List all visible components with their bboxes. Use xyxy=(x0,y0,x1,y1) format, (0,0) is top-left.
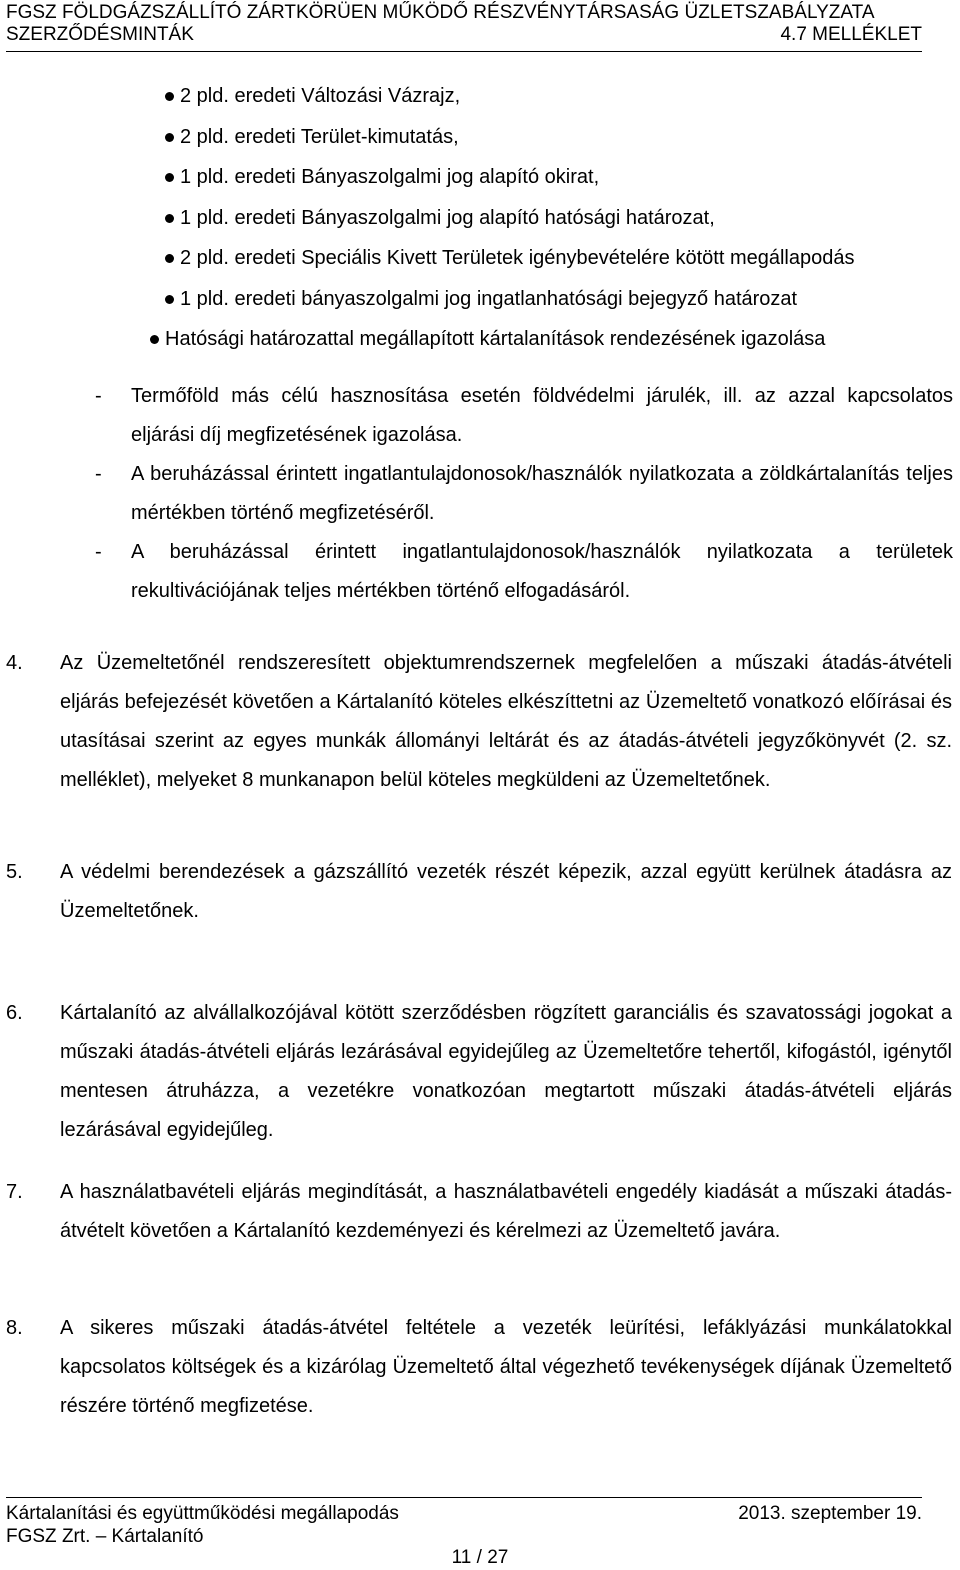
clause-text: A sikeres műszaki átadás-átvétel feltétele a vezeték leürítési, lefáklyázási munkálatokkal kapcsolatos költségek és a kizárólag Üzemeltető által végezhető tevékenységek díjának Üzemeltető részére történő megfizetése. xyxy=(60,1317,952,1417)
header-subtitle-row xyxy=(6,24,922,46)
dash-item: - Termőföld más célú hasznosítása esetén földvédelmi járulék, ill. az azzal kapcsolatos eljárási díj megfizetésének igazolása. xyxy=(95,385,953,446)
header-annex-label: 4.7 MELLÉKLET xyxy=(780,24,922,45)
dash-item: - A beruházással érintett ingatlantulajdonosok/használók nyilatkozata a zöldkártalanítás teljes mértékben történő megfizetéséről. xyxy=(95,463,953,524)
list-item: 1 pld. eredeti bányaszolgalmi jog ingatlanhatósági bejegyző határozat xyxy=(165,281,945,322)
clause-text: Az Üzemeltetőnél rendszeresített objektumrendszernek megfelelően a műszaki átadás-átvételi eljárás befejezését követően a Kártalanító köteles elkészíttetni az Üzemeltető vonatkozó előírásai és utasításai szerint az egyes munkák állományi leltárát és az átadás-átvételi jegyzőkönyvét (2. sz. melléklet), melyeket 8 munkanapon belül köteles megküldeni az Üzemeltetőnek. xyxy=(60,652,952,791)
footer-date: 2013. szeptember 19. xyxy=(738,1503,922,1524)
clause-8 xyxy=(6,1309,952,1426)
clause-4 xyxy=(6,644,952,800)
clause-number: 8. xyxy=(6,1317,23,1339)
header-rule xyxy=(6,51,922,52)
list-item: Hatósági határozattal megállapított kártalanítások rendezésének igazolása xyxy=(150,321,930,362)
clause-number: 6. xyxy=(6,1002,23,1024)
clause-number: 4. xyxy=(6,652,23,674)
list-item: 1 pld. eredeti Bányaszolgalmi jog alapító okirat, xyxy=(165,159,945,200)
numbered-clauses xyxy=(6,644,952,1417)
list-item: 2 pld. eredeti Terület-kimutatás, xyxy=(165,119,945,160)
list-item: 1 pld. eredeti Bányaszolgalmi jog alapító hatósági határozat, xyxy=(165,200,945,241)
bullet-icon xyxy=(165,295,174,304)
dash-item: - A beruházással érintett ingatlantulajdonosok/használók nyilatkozata a területek rekultivációjának teljes mértékben történő elfogadásáról. xyxy=(95,541,953,602)
clause-7 xyxy=(6,1173,952,1251)
header-company-title: FGSZ FÖLDGÁZSZÁLLÍTÓ ZÁRTKÖRÜEN MŰKÖDŐ RÉSZVÉNYTÁRSASÁG ÜZLETSZABÁLYZATA xyxy=(6,2,875,23)
bullet-icon xyxy=(165,173,174,182)
clause-text: Kártalanító az alvállalkozójával kötött szerződésben rögzített garanciális és szavatossági jogokat a műszaki átadás-átvételi eljárás lezárásával egyidejűleg az Üzemeltetőre tehertől, kifogástól, igénytől mentesen átruházza, a vezetékre vonatkozóan megtartott műszaki átadás-átvételi eljárás lezárásával egyidejűleg. xyxy=(60,1002,952,1141)
bullet-icon xyxy=(165,214,174,223)
clause-text: A használatbavételi eljárás megindítását, a használatbavételi engedély kiadását a műszaki átadás-átvételt követően a Kártalanító kezdeményezi és kérelmezi az Üzemeltető javára. xyxy=(60,1181,952,1242)
bullet-icon xyxy=(150,335,159,344)
header-section-label: SZERZŐDÉSMINTÁK xyxy=(6,24,194,45)
list-item: 2 pld. eredeti Speciális Kivett Területek igénybevételére kötött megállapodás xyxy=(165,240,945,281)
clause-number: 5. xyxy=(6,861,23,883)
footer-parties: FGSZ Zrt. – Kártalanító xyxy=(6,1526,204,1547)
dash-list xyxy=(95,377,953,611)
list-item: 2 pld. eredeti Változási Vázrajz, xyxy=(165,78,945,119)
clause-text: A védelmi berendezések a gázszállító vezeték részét képezik, azzal együtt kerülnek átadásra az Üzemeltetőnek. xyxy=(60,861,952,922)
clause-number: 7. xyxy=(6,1181,23,1203)
bullet-icon xyxy=(165,133,174,142)
clause-6 xyxy=(6,994,952,1150)
footer-document-title: Kártalanítási és együttműködési megállapodás xyxy=(6,1503,399,1524)
bullet-icon xyxy=(165,92,174,101)
footer-rule xyxy=(6,1497,922,1498)
page-number: 11 / 27 xyxy=(451,1547,509,1568)
bullet-icon xyxy=(165,254,174,263)
document-list xyxy=(165,78,945,362)
clause-5 xyxy=(6,853,952,931)
